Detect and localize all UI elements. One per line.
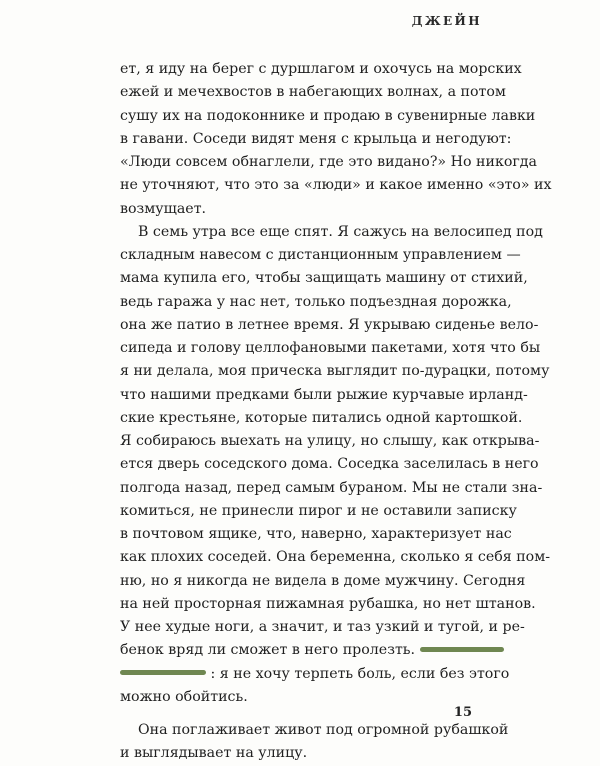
text-line: ню, но я никогда не видела в доме мужчину. Сегодня bbox=[120, 572, 526, 589]
page-number: 15 bbox=[453, 705, 472, 720]
text-line: в гавани. Соседи видят меня с крыльца и негодуют: bbox=[120, 130, 512, 147]
body-text bbox=[120, 58, 552, 766]
text-line: ские крестьяне, которые питались одной картошкой. bbox=[120, 409, 523, 426]
text-line-with-redaction bbox=[120, 639, 500, 662]
redaction-mark bbox=[120, 670, 206, 675]
text-line-with-redaction bbox=[120, 663, 510, 686]
text-line: в почтовом ящике, что, наверно, характеризует нас bbox=[120, 526, 512, 542]
text-line: складным навесом с дистанционным управлением — bbox=[120, 247, 521, 263]
text-line: что нашими предками были рыжие курчавые ирланд- bbox=[120, 386, 528, 403]
text-line: как плохих соседей. Она беременна, сколько я себя пом- bbox=[120, 549, 551, 566]
text-line: «Люди совсем обнаглели, где это видано?» Но никогда bbox=[120, 154, 537, 170]
text-line: Я собираюсь выехать на улицу, но слышу, как открыва- bbox=[120, 433, 540, 449]
text-line: мама купила его, чтобы защищать машину от стихий, bbox=[120, 270, 528, 287]
text-line: Она поглаживает живот под огромной рубашкой bbox=[138, 722, 509, 738]
text-line: можно обойтись. bbox=[120, 688, 248, 705]
text-line: полгода назад, перед самым бураном. Мы не стали зна- bbox=[120, 479, 543, 496]
running-header: ДЖЕЙН bbox=[411, 14, 482, 28]
text-line: она же патио в летнее время. Я укрываю сиденье вело- bbox=[120, 316, 539, 333]
text-line: и выглядывает на улицу. bbox=[120, 745, 308, 762]
text-line: ежей и мечехвостов в набегающих волнах, а потом bbox=[120, 84, 506, 101]
paragraph-3 bbox=[120, 719, 509, 766]
text-line: не уточняют, что это за «люди» и какое именно «это» их bbox=[120, 177, 552, 194]
paragraph-2 bbox=[120, 221, 551, 709]
text-line: В семь утра все еще спят. Я сажусь на велосипед под bbox=[138, 223, 543, 240]
text-line: ется дверь соседского дома. Соседка заселилась в него bbox=[120, 456, 539, 473]
text-line: сушу их на подоконнике и продаю в сувенирные лавки bbox=[120, 107, 536, 124]
text-fragment: бенок вряд ли сможет в него пролезть. bbox=[120, 642, 416, 659]
text-line: я ни делала, моя прическа выглядит по-дурацки, потому bbox=[120, 363, 550, 380]
text-line: У нее худые ноги, а значит, и таз узкий и тугой, и ре- bbox=[120, 619, 525, 635]
text-line: возмущает. bbox=[120, 200, 207, 217]
text-line: на ней просторная пижамная рубашка, но нет штанов. bbox=[120, 595, 536, 612]
redaction-mark bbox=[420, 647, 504, 652]
text-line: ведь гаража у нас нет, только подъездная дорожка, bbox=[120, 293, 512, 310]
paragraph-1 bbox=[120, 58, 552, 221]
text-line: комиться, не принесли пирог и не оставили записку bbox=[120, 502, 517, 519]
text-fragment: : я не хочу терпеть боль, если без этого bbox=[210, 665, 510, 682]
text-line: ет, я иду на берег с дуршлагом и охочусь на морских bbox=[120, 61, 522, 77]
text-line: сипеда и голову целлофановыми пакетами, хотя что бы bbox=[120, 340, 541, 356]
